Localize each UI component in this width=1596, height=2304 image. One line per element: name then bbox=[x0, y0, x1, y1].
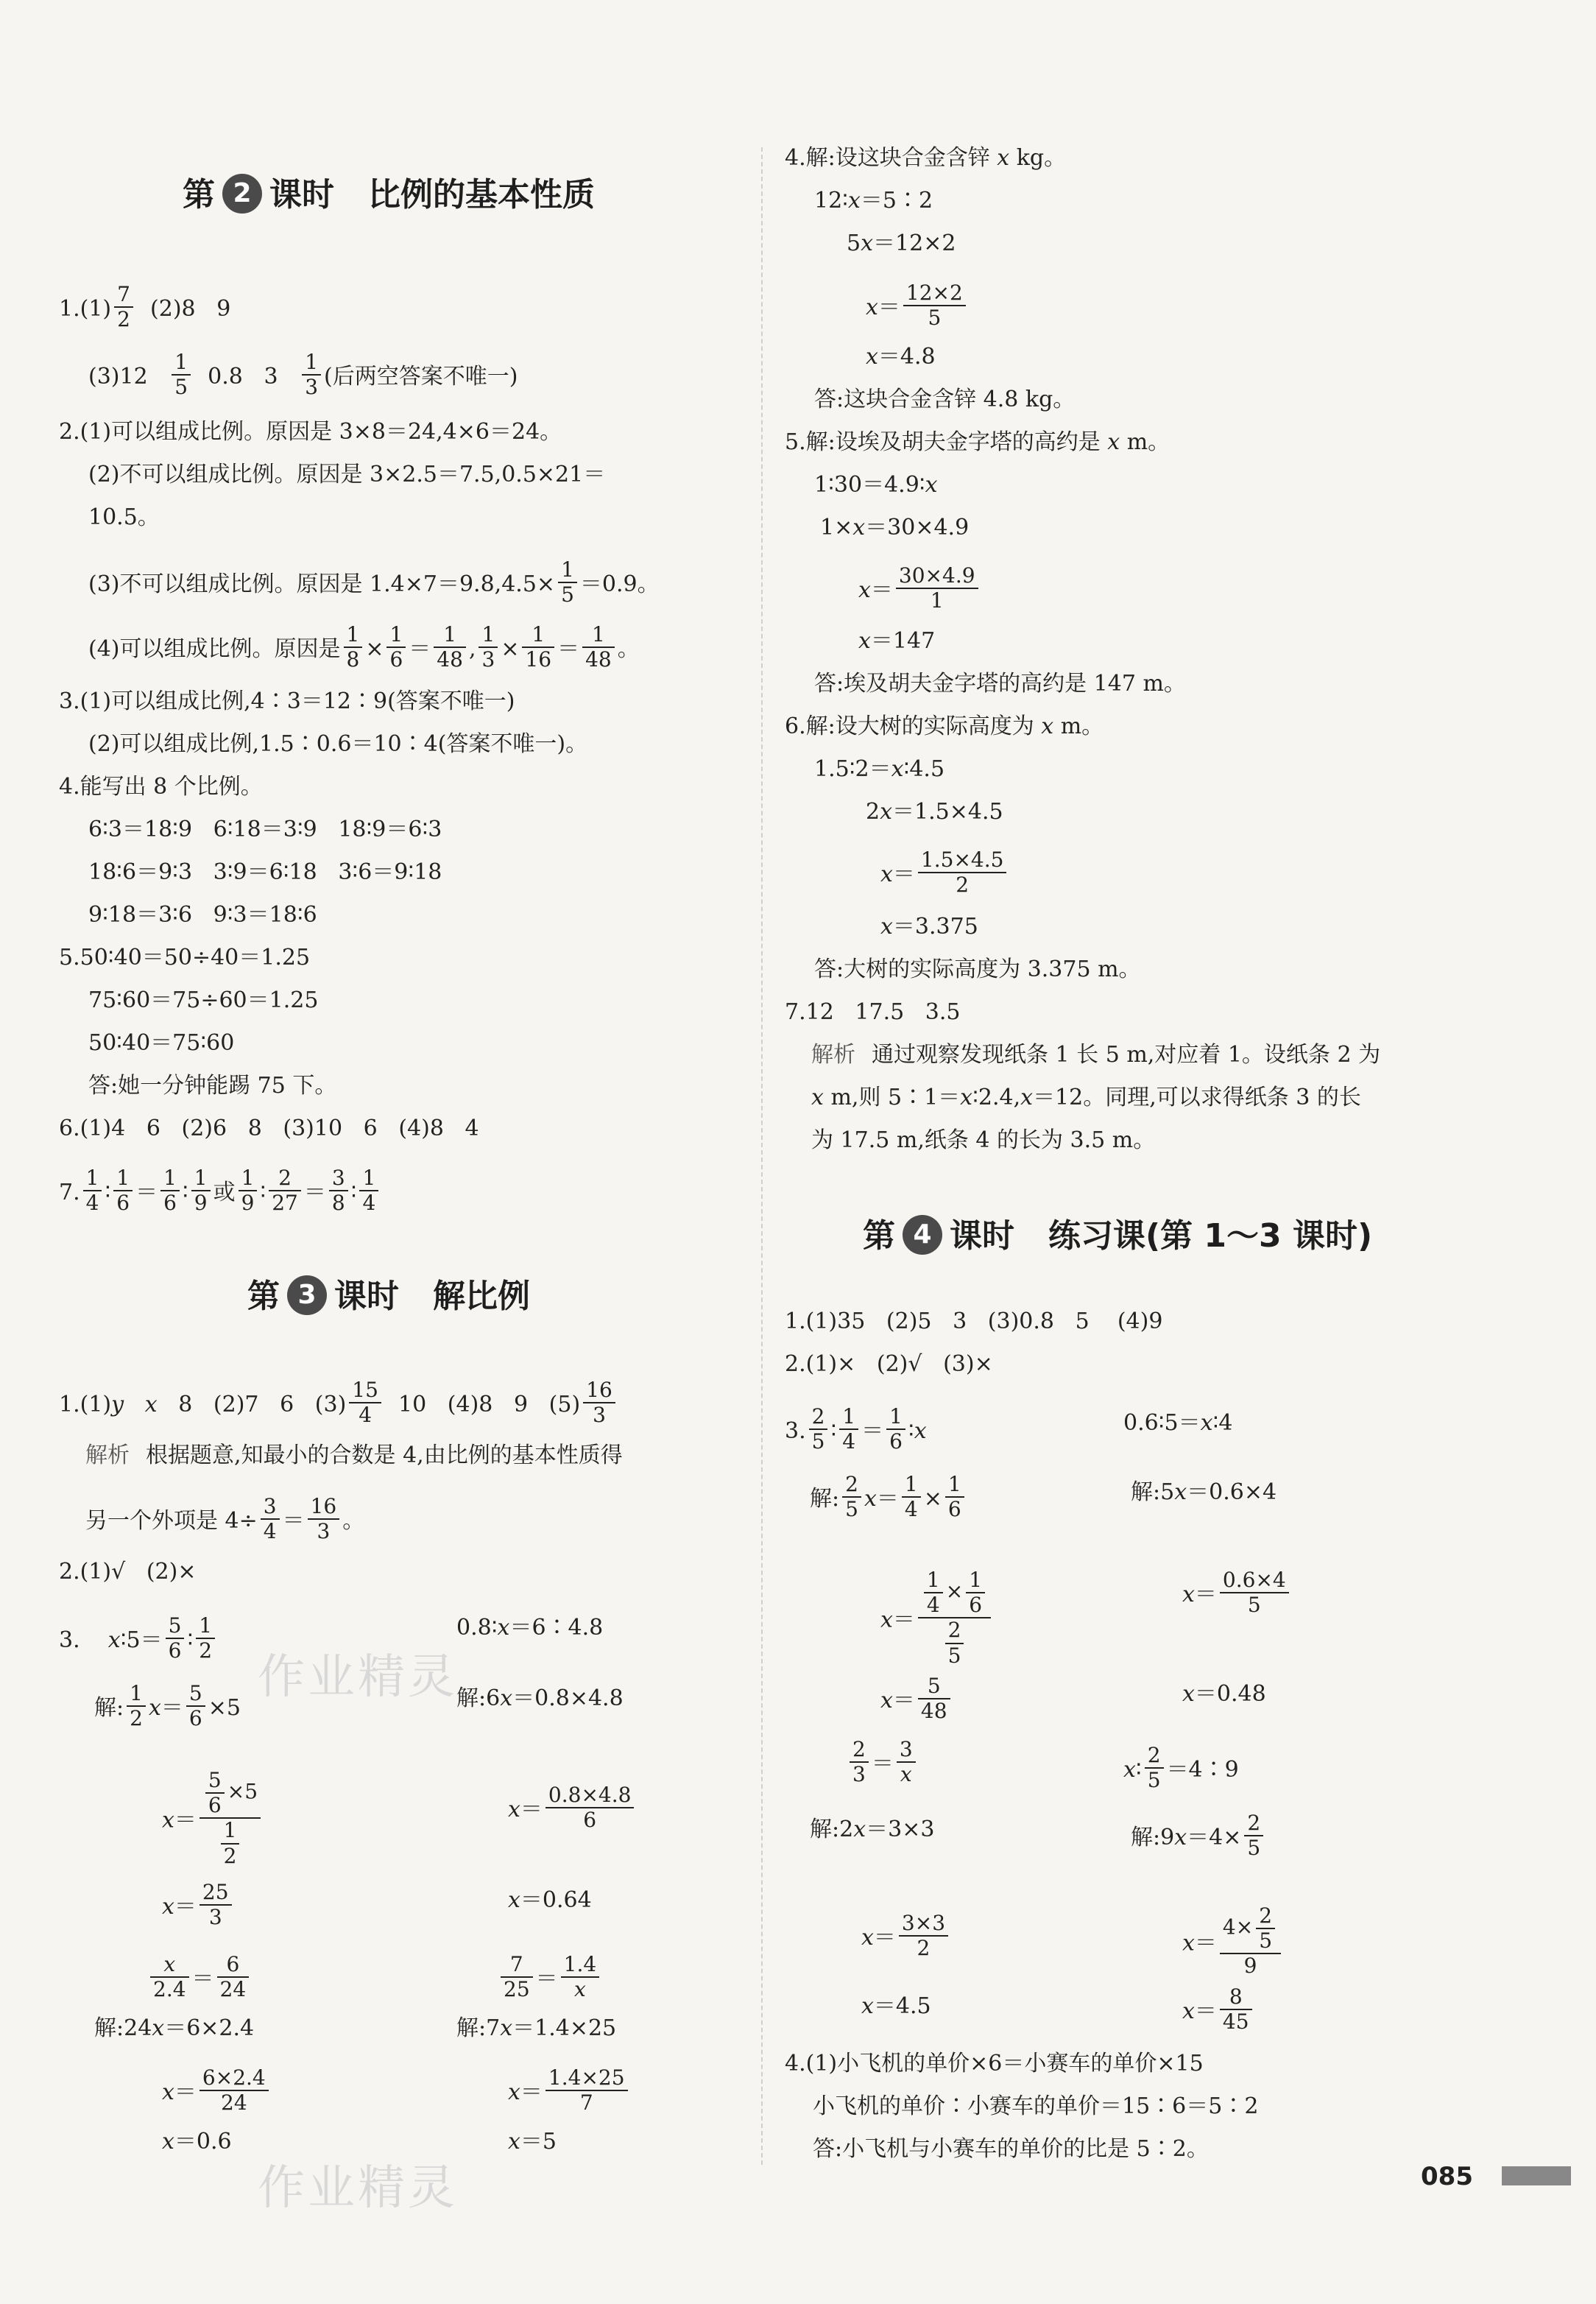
answer-line: x＝0.64 bbox=[508, 1887, 592, 1913]
answer-line: x＝0.6 bbox=[162, 2129, 232, 2155]
lesson-2-title: 第 2 课时 比例的基本性质 bbox=[183, 177, 595, 216]
answer-line: 50∶40＝75∶60 bbox=[88, 1030, 235, 1056]
answer-line: 1×x＝30×4.9 bbox=[820, 515, 970, 540]
answer-line: x＝ $\frac{1}{4}$ × $\frac{1}{6}$ $\frac{2}{5}$ bbox=[880, 1571, 994, 1671]
answer-line: 5x＝12×2 bbox=[847, 230, 956, 256]
answer-line: 2.(1)√ (2)× bbox=[59, 1559, 197, 1585]
answer-line: (4)可以组成比例。原因是 $\frac{1}{8}$ × $\frac{1}{6}$ ＝ $\frac{1}{48}$ , $\frac{1}{3}$ × $\frac{1}{16}$ ＝ $\frac{1}{48}$ 。 bbox=[88, 622, 640, 672]
answer-line: x＝ $\frac{1.5\times 4.5}{2}$ bbox=[880, 851, 1009, 900]
answer-line: 解: $\frac{1}{2}$ x＝ $\frac{5}{6}$ ×5 bbox=[94, 1681, 241, 1731]
answer-line: x＝ 4× $\frac{2}{5}$ 9 bbox=[1182, 1907, 1284, 1981]
answer-line: 1.(1) $\frac{7}{2}$ (2)8 9 bbox=[59, 282, 231, 332]
answer-line: 解析 通过观察发现纸条 1 长 5 m,对应着 1。设纸条 2 为 bbox=[811, 1042, 1381, 1068]
answer-line: x＝147 bbox=[858, 628, 936, 654]
answer-line: x＝ $\frac{12\times 2}{5}$ bbox=[866, 284, 969, 333]
answer-line: 12∶x＝5∶2 bbox=[814, 188, 933, 214]
answer-line: 解:24x＝6×2.4 bbox=[94, 2015, 255, 2041]
answer-line: 解:7x＝1.4×25 bbox=[456, 2015, 617, 2041]
answer-line: 2.(1)× (2)√ (3)× bbox=[785, 1351, 993, 1377]
answer-line: 解:9x＝4× $\frac{2}{5}$ bbox=[1131, 1814, 1266, 1863]
answer-line: 3. $\frac{2}{5}$ ∶ $\frac{1}{4}$ ＝ $\frac{1}{6}$ ∶x bbox=[785, 1404, 927, 1454]
answer-line: 6.(1)4 6 (2)6 8 (3)10 6 (4)8 4 bbox=[59, 1116, 479, 1141]
answer-line: $\frac{2}{3}$ ＝ $\frac{3}{x}$ bbox=[847, 1741, 919, 1789]
answer-line: 1∶30＝4.9∶x bbox=[814, 472, 938, 498]
answer-line: 10.5。 bbox=[88, 504, 160, 530]
answer-line: x＝4.5 bbox=[861, 1993, 931, 2019]
answer-line: x＝ $\frac{25}{3}$ bbox=[162, 1884, 235, 1932]
answer-line: 7. $\frac{1}{4}$ ∶ $\frac{1}{6}$ ＝ $\frac{1}{6}$ ∶ $\frac{1}{9}$ 或 $\frac{1}{9}$ ∶ $\frac{2}{27}$ ＝ $\frac{3}{8}$ ∶ $\frac{1}{4}$ bbox=[59, 1169, 381, 1218]
page-number: 085 bbox=[1421, 2162, 1473, 2191]
answer-line: 解:5x＝0.6×4 bbox=[1131, 1479, 1277, 1505]
answer-line: 另一个外项是 4÷ $\frac{3}{4}$ ＝ $\frac{16}{3}$ 。 bbox=[85, 1494, 365, 1544]
answer-line: x＝4.8 bbox=[866, 344, 936, 370]
column-divider bbox=[761, 147, 763, 2165]
answer-line: x＝3.375 bbox=[880, 914, 978, 940]
answer-line: 1.5∶2＝x∶4.5 bbox=[814, 756, 945, 782]
answer-line: 75∶60＝75÷60＝1.25 bbox=[88, 987, 319, 1013]
answer-line: x＝ $\frac{5}{48}$ bbox=[880, 1677, 953, 1726]
answer-line: $\frac{x}{2.4}$ ＝ $\frac{6}{24}$ bbox=[147, 1956, 252, 2004]
answer-line: 2x＝1.5×4.5 bbox=[866, 799, 1003, 825]
lesson-number-badge: 3 bbox=[287, 1275, 327, 1315]
lesson-number-badge: 2 bbox=[222, 174, 262, 214]
answer-line: x＝ $\frac{3\times 3}{2}$ bbox=[861, 1914, 951, 1963]
watermark-text: 作业精灵 bbox=[258, 1650, 458, 1705]
lesson-3-title: 第 3 课时 解比例 bbox=[247, 1278, 530, 1318]
answer-line: 1.(1)y x 8 (2)7 6 (3) $\frac{15}{4}$ 10 (4)8 9 (5) $\frac{16}{3}$ bbox=[59, 1381, 618, 1430]
answer-line: x＝ $\frac{6\times 2.4}{24}$ bbox=[162, 2069, 272, 2118]
answer-line: 答:埃及胡夫金字塔的高约是 147 m。 bbox=[814, 671, 1186, 697]
answer-line: 解:2x＝3×3 bbox=[810, 1817, 935, 1842]
watermark-text: 作业精灵 bbox=[258, 2161, 458, 2216]
answer-line: 3. x∶5＝ $\frac{5}{6}$ ∶ $\frac{1}{2}$ bbox=[59, 1617, 218, 1666]
answer-line: 答:大树的实际高度为 3.375 m。 bbox=[814, 957, 1141, 982]
answer-line: x∶ $\frac{2}{5}$ ＝4∶9 bbox=[1123, 1743, 1239, 1793]
answer-line: 3.(1)可以组成比例,4∶3＝12∶9(答案不唯一) bbox=[59, 688, 515, 714]
answer-line: 4.解:设这块合金含锌 x kg。 bbox=[785, 145, 1067, 171]
answer-line: (3)不可以组成比例。原因是 1.4×7＝9.8,4.5× $\frac{1}{5}$ ＝0.9。 bbox=[88, 557, 660, 607]
answer-line: 9∶18＝3∶6 9∶3＝18∶6 bbox=[88, 902, 317, 928]
answer-line: 小飞机的单价∶小赛车的单价＝15∶6＝5∶2 bbox=[813, 2093, 1259, 2119]
answer-line: 6∶3＝18∶9 6∶18＝3∶9 18∶9＝6∶3 bbox=[88, 817, 442, 842]
answer-line: x＝ $\frac{0.6\times 4}{5}$ bbox=[1182, 1571, 1292, 1620]
answer-line: 解:6x＝0.8×4.8 bbox=[456, 1685, 624, 1711]
answer-line: x m,则 5∶1＝x∶2.4,x＝12。同理,可以求得纸条 3 的长 bbox=[811, 1085, 1361, 1110]
answer-line: x＝5 bbox=[508, 2129, 557, 2155]
answer-line: 0.8∶x＝6∶4.8 bbox=[456, 1615, 604, 1641]
answer-line: 6.解:设大树的实际高度为 x m。 bbox=[785, 714, 1104, 739]
answer-line: $\frac{7}{25}$ ＝ $\frac{1.4}{x}$ bbox=[498, 1956, 602, 2004]
answer-line: x＝ $\frac{1.4\times 25}{7}$ bbox=[508, 2069, 631, 2118]
answer-line: 7.12 17.5 3.5 bbox=[785, 999, 961, 1025]
answer-line: (3)12 $\frac{1}{5}$ 0.8 3 $\frac{1}{3}$ (后两空答案不唯一) bbox=[88, 350, 518, 400]
answer-line: x＝ $\frac{0.8\times 4.8}{6}$ bbox=[508, 1786, 637, 1835]
answer-line: 答:这块合金含锌 4.8 kg。 bbox=[814, 387, 1076, 412]
answer-line: x＝ $\frac{30\times 4.9}{1}$ bbox=[858, 567, 981, 616]
answer-line: 5.解:设埃及胡夫金字塔的高约是 x m。 bbox=[785, 429, 1170, 455]
answer-line: 1.(1)35 (2)5 3 (3)0.8 5 (4)9 bbox=[785, 1308, 1163, 1334]
answer-line: 4.(1)小飞机的单价×6＝小赛车的单价×15 bbox=[785, 2051, 1204, 2076]
answer-line: 解: $\frac{2}{5}$ x＝ $\frac{1}{4}$ × $\frac{1}{6}$ bbox=[810, 1476, 967, 1524]
page-number-bar bbox=[1502, 2166, 1571, 2185]
answer-line: 18∶6＝9∶3 3∶9＝6∶18 3∶6＝9∶18 bbox=[88, 859, 442, 885]
lesson-number-badge: 4 bbox=[903, 1215, 942, 1255]
answer-line: 为 17.5 m,纸条 4 的长为 3.5 m。 bbox=[811, 1127, 1156, 1153]
answer-line: (2)可以组成比例,1.5∶0.6＝10∶4(答案不唯一)。 bbox=[88, 731, 588, 757]
answer-line: 4.能写出 8 个比例。 bbox=[59, 774, 263, 800]
answer-line: 答:小飞机与小赛车的单价的比是 5∶2。 bbox=[813, 2136, 1209, 2162]
answer-line: 解析 根据题意,知最小的合数是 4,由比例的基本性质得 bbox=[85, 1442, 623, 1468]
answer-line: x＝0.48 bbox=[1182, 1681, 1266, 1707]
answer-line: x＝ $\frac{5}{6}$ ×5 $\frac{1}{2}$ bbox=[162, 1772, 264, 1871]
answer-line: (2)不可以组成比例。原因是 3×2.5＝7.5,0.5×21＝ bbox=[88, 462, 606, 487]
answer-line: 答:她一分钟能踢 75 下。 bbox=[88, 1073, 337, 1099]
answer-line: 2.(1)可以组成比例。原因是 3×8＝24,4×6＝24。 bbox=[59, 419, 562, 445]
answer-line: 5.50∶40＝50÷40＝1.25 bbox=[59, 945, 311, 970]
answer-line: 0.6∶5＝x∶4 bbox=[1123, 1410, 1233, 1436]
lesson-4-title: 第 4 课时 练习课(第 1～3 课时) bbox=[863, 1218, 1372, 1258]
answer-line: x＝ $\frac{8}{45}$ bbox=[1182, 1988, 1255, 2037]
